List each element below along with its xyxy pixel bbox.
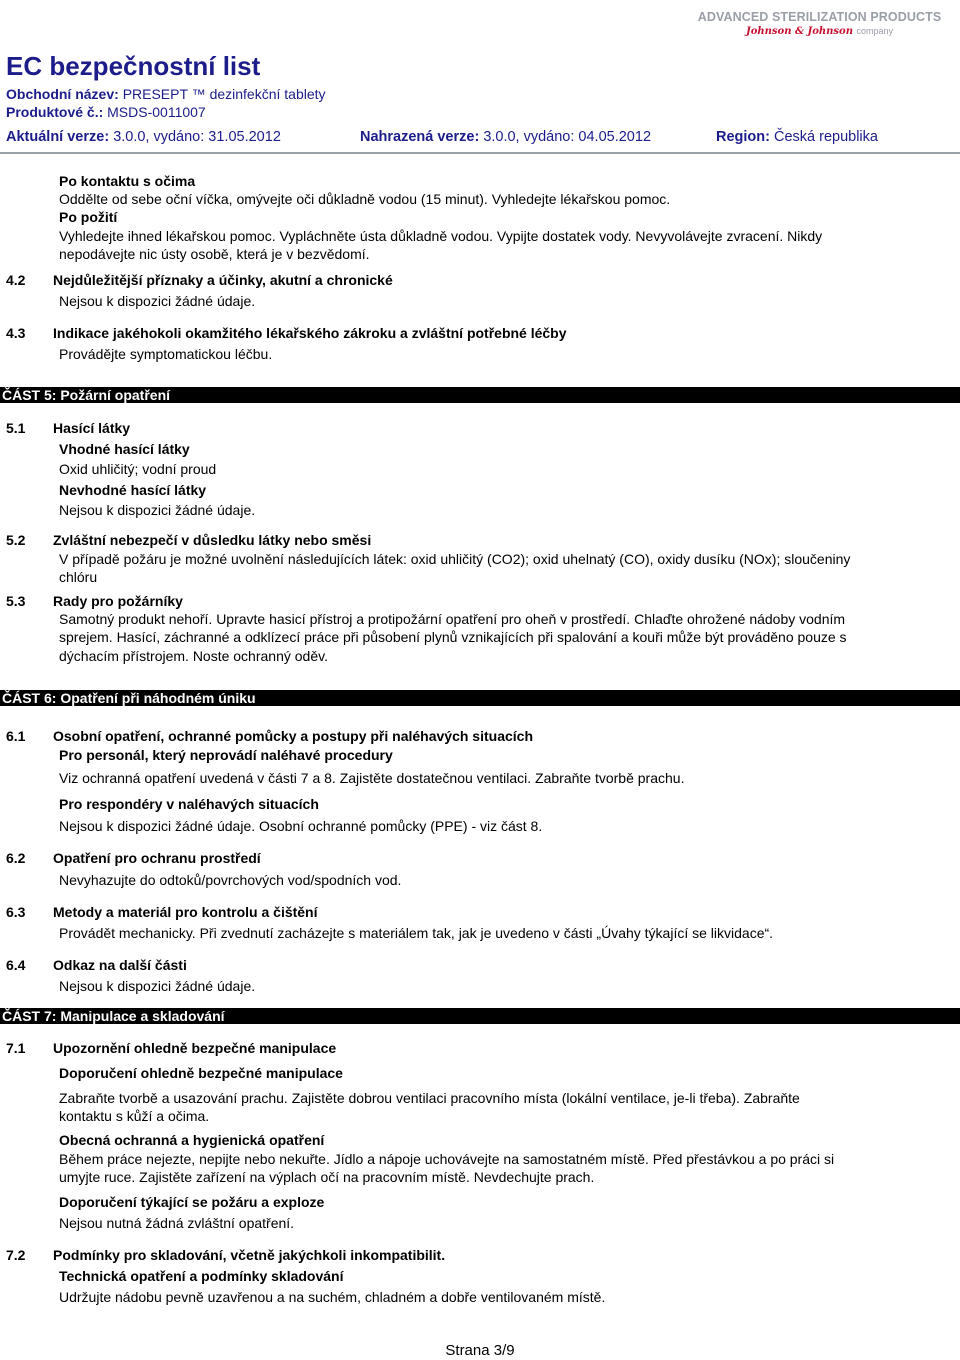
section-6-1-number: 6.1 [6,728,26,744]
section-4-2-number: 4.2 [6,272,26,288]
section-7-1-number: 7.1 [6,1040,26,1056]
product-no-value: MSDS-0011007 [107,104,206,120]
section-6-1-title: Osobní opatření, ochranné pomůcky a postupy při naléhavých situacích [53,728,533,744]
section-4-2-title: Nejdůležitější příznaky a účinky, akutní a chronické [53,272,393,288]
section-5-1-title: Hasící látky [53,420,131,436]
safe-handling-text-2: kontaktu s kůží a očima. [59,1108,210,1124]
non-emergency-title: Pro personál, který neprovádí naléhavé procedury [59,747,393,763]
trade-name-value: PRESEPT ™ dezinfekční tablety [122,86,326,102]
section-7-2-title: Podmínky pro skladování, včetně jakýchkoli inkompatibilit. [53,1247,446,1263]
hygiene-text-1: Během práce nejezte, nepijte nebo nekuřte. Jídlo a nápoje uchovávejte na samostatném místě. Před přestávkou a po práci si [59,1151,835,1167]
current-version-label: Aktuální verze: [6,129,110,145]
page-number: Strana 3/9 [445,1342,515,1359]
hygiene-text-2: umyjte ruce. Zajistěte zařízení na výplach očí na pracovním místě. Nevdechujte prach. [59,1169,595,1185]
logo-sub-text [697,26,942,37]
section-6-3-number: 6.3 [6,904,26,920]
product-no-label: Produktové č.: [6,104,104,120]
region [716,129,878,145]
storage-measures-title: Technická opatření a podmínky skladování [59,1268,344,1284]
section-5-2-title: Zvláštní nebezpečí v důsledku látky nebo směsi [53,532,372,548]
trade-name-line [6,86,326,102]
ingestion-title: Po požití [59,209,118,225]
section-5-2-number: 5.2 [6,532,26,548]
section-5-1-number: 5.1 [6,420,26,436]
section-4-3-number: 4.3 [6,325,26,341]
fire-explosion-title: Doporučení týkající se požáru a exploze [59,1194,325,1210]
hygiene-title: Obecná ochranná a hygienická opatření [59,1132,325,1148]
section-5-3-text-2: sprejem. Hasící, záchranné a odklízecí práce při působení plynů vznikajících při spalování a kouři může být prováděno pouze s [59,629,847,645]
eyes-contact-title: Po kontaktu s očima [59,173,196,189]
suitable-media-text: Oxid uhličitý; vodní proud [59,461,217,477]
fire-explosion-text: Nejsou nutná žádná zvláštní opatření. [59,1215,295,1231]
ingestion-text-2: nepodávejte nic ústy osobě, která je v bezvědomí. [59,246,370,262]
section-4-3-title: Indikace jakéhokoli okamžitého lékařského zákroku a zvláštní potřebné léčby [53,325,567,341]
ingestion-text-1: Vyhledejte ihned lékařskou pomoc. Vypláchněte ústa důkladně vodou. Vypijte dostatek vody. Nevyvolávejte zvracení. Nikdy [59,228,823,244]
region-label: Region: [716,129,770,145]
section-5-header: ČÁST 5: Požární opatření [0,387,960,403]
region-value: Česká republika [774,129,878,145]
section-5-3-text-1: Samotný produkt nehoří. Upravte hasicí přístroj a protipožární opatření pro oheň v prostředí. Chlaďte ohrožené nádoby vodním [59,611,846,627]
section-5-2-text-2: chlóru [59,569,98,585]
section-5-3-title: Rady pro požárníky [53,593,183,609]
storage-measures-text: Udržujte nádobu pevně uzavřenou a na suchém, chladném a dobře ventilovaném místě. [59,1289,606,1305]
section-6-header: ČÁST 6: Opatření při náhodném úniku [0,690,960,706]
section-6-4-number: 6.4 [6,957,26,973]
current-version-value: 3.0.0, vydáno: 31.05.2012 [113,129,281,145]
responders-title: Pro respondéry v naléhavých situacích [59,796,319,812]
logo-brand: Johnson & Johnson [745,26,853,37]
section-4-2-text: Nejsou k dispozici žádné údaje. [59,293,256,309]
responders-text: Nejsou k dispozici žádné údaje. Osobní ochranné pomůcky (PPE) - viz část 8. [59,818,543,834]
trade-name-label: Obchodní název: [6,86,119,102]
replaced-version-value: 3.0.0, vydáno: 04.05.2012 [483,129,652,145]
document-title: EC bezpečnostní list [6,51,261,81]
section-4-3-text: Provádějte symptomatickou léčbu. [59,346,273,362]
current-version [6,129,281,145]
suitable-media-title: Vhodné hasící látky [59,441,190,457]
logo-company: company [856,26,894,36]
section-6-3-title: Metody a materiál pro kontrolu a čištění [53,904,318,920]
section-5-3-number: 5.3 [6,593,26,609]
section-6-3-text: Provádět mechanicky. Při zvednutí zacházejte s materiálem tak, jak je uvedeno v části „Úvahy týkající se likvidace“. [59,925,774,941]
section-6-4-text: Nejsou k dispozici žádné údaje. [59,978,256,994]
safe-handling-text-1: Zabraňte tvorbě a usazování prachu. Zajistěte dobrou ventilaci pracovního místa (lokální ventilace, je-li třeba). Zabraňte [59,1090,800,1106]
section-5-3-text-3: dýchacím přístrojem. Noste ochranný oděv. [59,648,328,664]
section-7-1-title: Upozornění ohledně bezpečné manipulace [53,1040,337,1056]
section-7-header: ČÁST 7: Manipulace a skladování [0,1008,960,1024]
safe-handling-title: Doporučení ohledně bezpečné manipulace [59,1065,343,1081]
unsuitable-media-title: Nevhodné hasící látky [59,482,207,498]
replaced-version-label: Nahrazená verze: [360,129,480,145]
company-logo [697,10,942,37]
unsuitable-media-text: Nejsou k dispozici žádné údaje. [59,502,256,518]
section-6-2-text: Nevyhazujte do odtoků/povrchových vod/spodních vod. [59,872,402,888]
section-5-2-text-1: V případě požáru je možné uvolnění následujících látek: oxid uhličitý (CO2); oxid uhelnatý (CO), oxidy dusíku (NOx); sloučeniny [59,551,851,567]
eyes-contact-text: Oddělte od sebe oční víčka, omývejte oči důkladně vodou (15 minut). Vyhledejte lékařskou pomoc. [59,191,671,207]
header-divider [0,152,960,154]
section-6-2-title: Opatření pro ochranu prostředí [53,850,261,866]
product-no-line [6,104,206,120]
section-7-2-number: 7.2 [6,1247,26,1263]
non-emergency-text: Viz ochranná opatření uvedená v části 7 a 8. Zajistěte dostatečnou ventilaci. Zabraňte tvorbě prachu. [59,770,685,786]
section-6-2-number: 6.2 [6,850,26,866]
replaced-version [360,129,651,145]
section-6-4-title: Odkaz na další části [53,957,187,973]
logo-main-text: ADVANCED STERILIZATION PRODUCTS [697,10,942,24]
